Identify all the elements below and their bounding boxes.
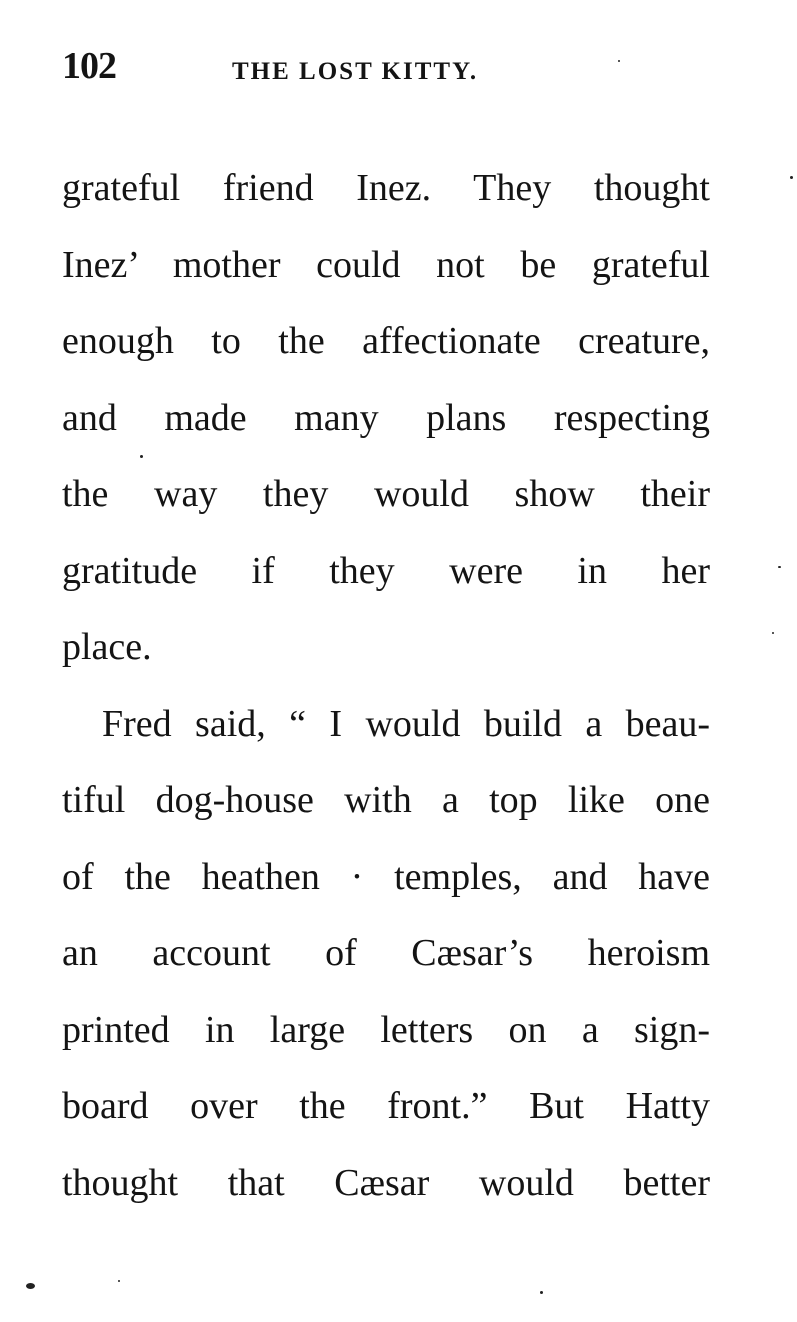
- page-number: 102: [62, 45, 116, 87]
- text-line: tiful dog-house with a top like one: [62, 779, 710, 821]
- scan-speck: [790, 176, 793, 179]
- scan-speck: [140, 455, 143, 458]
- scan-speck: [540, 1291, 543, 1294]
- text-line: Fred said, “ I would build a beau-: [102, 702, 710, 745]
- scan-speck: [772, 632, 774, 634]
- text-line: an account of Cæsar’s heroism: [62, 932, 710, 974]
- text-line: gratitude if they were in her: [62, 549, 710, 592]
- text-line: place.: [62, 626, 152, 668]
- text-line: Inez’ mother could not be grateful: [62, 243, 710, 286]
- text-line: board over the front.” But Hatty: [62, 1085, 710, 1127]
- text-line: and made many plans respecting: [62, 396, 710, 439]
- text-line: grateful friend Inez. They thought: [62, 167, 710, 209]
- text-line: printed in large letters on a sign-: [62, 1008, 710, 1051]
- body-text: [62, 150, 710, 1221]
- scan-speck: [118, 1280, 120, 1282]
- scan-speck: [26, 1283, 35, 1289]
- text-line: of the heathen · temples, and have: [62, 855, 710, 898]
- running-header: [62, 44, 732, 94]
- running-title: THE LOST KITTY.: [232, 58, 479, 85]
- text-line: thought that Cæsar would better: [62, 1161, 710, 1204]
- paragraph-2: [62, 686, 710, 1222]
- text-line: the way they would show their: [62, 473, 710, 515]
- scan-speck: [778, 566, 781, 568]
- scan-speck: [618, 60, 620, 62]
- text-line: enough to the affectionate creature,: [62, 320, 710, 362]
- paragraph-1: [62, 150, 710, 686]
